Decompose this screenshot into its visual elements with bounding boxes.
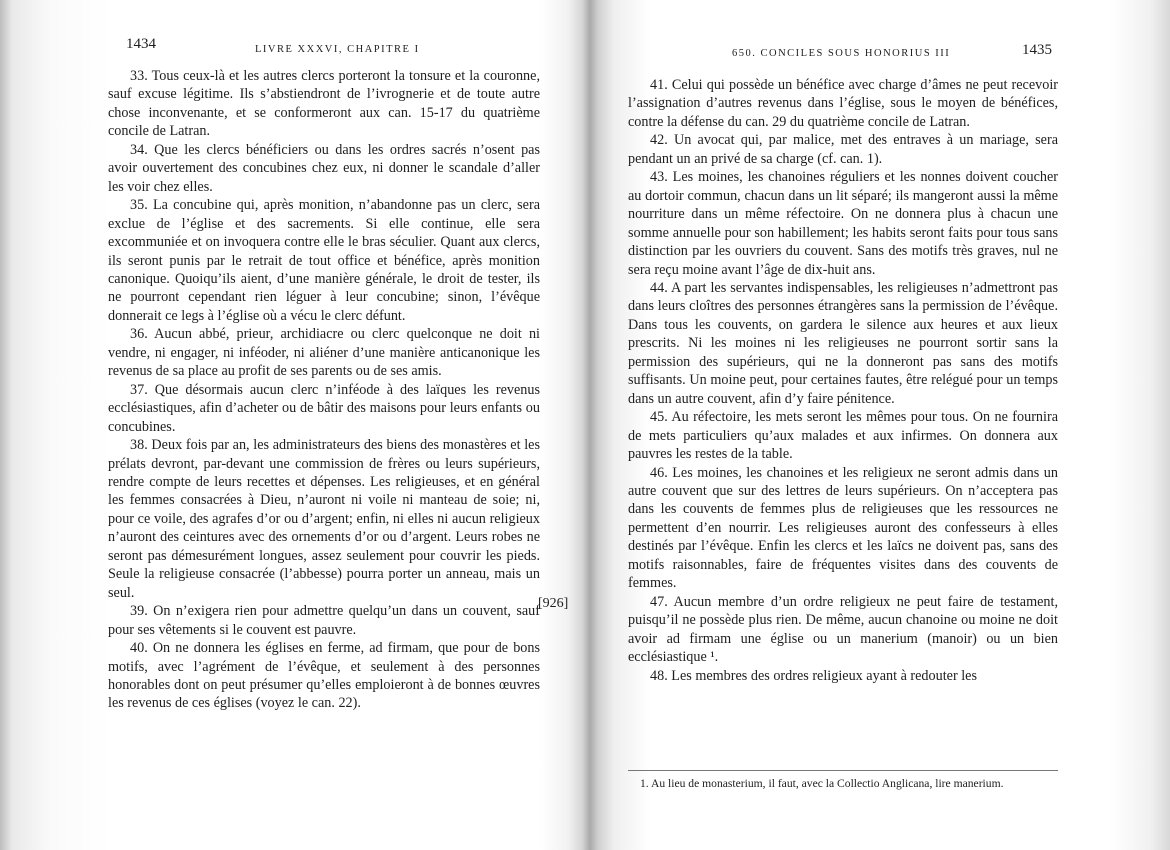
right-page [592, 0, 1170, 850]
footnote-rule [628, 770, 1058, 771]
page-number: 1435 [1022, 42, 1052, 58]
paragraph-38: 38. Deux fois par an, les administrateurs des biens des monastères et les prélats devront, par-devant une commission de frères ou leurs supérieurs, rendre compte de leurs recettes et dépenses. Les religieuses, et en général les femmes consacrées à Dieu, n’auront ni voile ni manteau de soie; ni, pour ce voile, des agrafes d’or ou d’argent; enfin, ni elles ni aucun religieux n’auront des ceintures avec des ornements d’or ou d’argent. Leurs robes ne seront pas démesurément longues, assez seulement pour couvrir les pieds. Seule la religieuse consacrée (l’abbesse) pourra porter un anneau, mais un seul. [108, 437, 540, 601]
paragraph-37: 37. Que désormais aucun clerc n’inféode à des laïques les revenus ecclésiastiques, afin d’acheter ou de bâtir des maisons pour leurs enfants ou concubines. [108, 381, 540, 435]
running-head: LIVRE XXXVI, CHAPITRE I [255, 44, 420, 55]
paragraph-35: 35. La concubine qui, après monition, n’abandonne pas un clerc, sera exclue de l’église et des sacrements. Si elle continue, elle sera excommuniée et on invoquera contre elle le bras séculier. Quant aux clercs, ils seront punis par le retrait de tout office et bénéfice, après monition canonique. Quoiqu’ils aient, d’une manière générale, le droit de tester, ils ne pourront cependant rien léguer à leur concubine; sinon, l’évêque donnerait ce legs à l’église où a vécu le clerc défunt. [108, 197, 540, 324]
right-body-text [628, 76, 1058, 685]
running-head: 650. CONCILES SOUS HONORIUS III [732, 48, 951, 59]
paragraph-45: 45. Au réfectoire, les mets seront les mêmes pour tous. On ne fournira de mets particuliers qu’aux malades et aux infirmes. On donnera aux pauvres les restes de la table. [628, 409, 1058, 463]
paragraph-43: 43. Les moines, les chanoines réguliers et les nonnes doivent coucher au dortoir commun, chacun dans un lit séparé; ils mangeront aussi la même nourriture dans un même réfectoire. On ne donnera plus à chacun une somme annuelle pour son habillement; les habits seront faits pour tous sans distinction par les ouvriers du couvent. Sans des motifs très graves, nul ne sera reçu moine avant l’âge de dix-huit ans. [628, 169, 1058, 278]
paragraph-36: 36. Aucun abbé, prieur, archidiacre ou clerc quelconque ne doit ni vendre, ni engager, ni inféoder, ni aliéner d’une manière anticanonique les revenus de sa place au profit de ses parents ou de ses amis. [108, 326, 540, 380]
paragraph-40: 40. On ne donnera les églises en ferme, ad firmam, que pour de bons motifs, avec l’agrément de l’évêque, et seulement à des personnes honorables dont on peut présumer qu’elles emploieront à de bonnes œuvres les revenus de ces églises (voyez le can. 22). [108, 640, 540, 712]
marginal-page-reference: [926] [538, 596, 569, 611]
paragraph-42: 42. Un avocat qui, par malice, met des entraves à un mariage, sera pendant un an privé de sa charge (cf. can. 1). [628, 132, 1058, 167]
paragraph-39: 39. On n’exigera rien pour admettre quelqu’un dans un couvent, sauf pour ses vêtements si le couvent est pauvre. [108, 603, 540, 638]
paragraph-41: 41. Celui qui possède un bénéfice avec charge d’âmes ne peut recevoir l’assignation d’autres revenus dans l’église, sous le moyen de bénéfices, contre la défense du can. 29 du quatrième concile de Latran. [628, 77, 1058, 130]
left-body-text [108, 67, 540, 713]
paragraph-48: 48. Les membres des ordres religieux ayant à redouter les [650, 667, 977, 684]
page-number: 1434 [126, 36, 156, 52]
paragraph-47: 47. Aucun membre d’un ordre religieux ne peut faire de testament, puisqu’il ne possède plus rien. De même, aucun chanoine ou moine ne doit avoir ad firmam une église ou un manerium (manoir) ou un bien ecclésiastique ¹. [628, 593, 1058, 666]
footnote: 1. Au lieu de monasterium, il faut, avec la Collectio Anglicana, lire manerium. [640, 777, 1004, 790]
paragraph-46: 46. Les moines, les chanoines et les religieux ne seront admis dans un autre couvent que sur des lettres de leurs supérieurs. On n’acceptera pas dans les couvents de femmes plus de religieuses que les ressources ne permettent d’en nourrir. Les religieuses auront des confesseurs à elles destinés par l’évêque. Enfin les clercs et les laïcs ne doivent pas, sans des motifs raisonnables, faire de fréquentes visites dans des couvents de femmes. [628, 464, 1058, 592]
paragraph-34: 34. Que les clercs bénéficiers ou dans les ordres sacrés n’osent pas avoir ouvertement des concubines chez eux, ni donner le scandale d’aller les voir chez elles. [108, 141, 540, 195]
paragraph-44: 44. A part les servantes indispensables, les religieuses n’admettront pas dans leurs cloîtres des personnes étrangères sans la permission de l’évêque. Dans tous les couvents, on gardera le silence aux heures et aux lieux prescrits. Ni les moines ni les religieuses ne pourront sortir sans la permission des supérieurs, qui ne la donneront pas sans des motifs suffisants. Un moine peut, pour certaines fautes, être relégué pour un temps dans un autre couvent, afin d’y faire pénitence. [628, 279, 1058, 407]
paragraph-33: 33. Tous ceux-là et les autres clercs porteront la tonsure et la couronne, sauf excuse légitime. Ils s’abstiendront de l’ivrognerie et de toute autre chose inconvenante, et se conformeront aux can. 15-17 du quatrième concile de Latran. [108, 68, 540, 140]
